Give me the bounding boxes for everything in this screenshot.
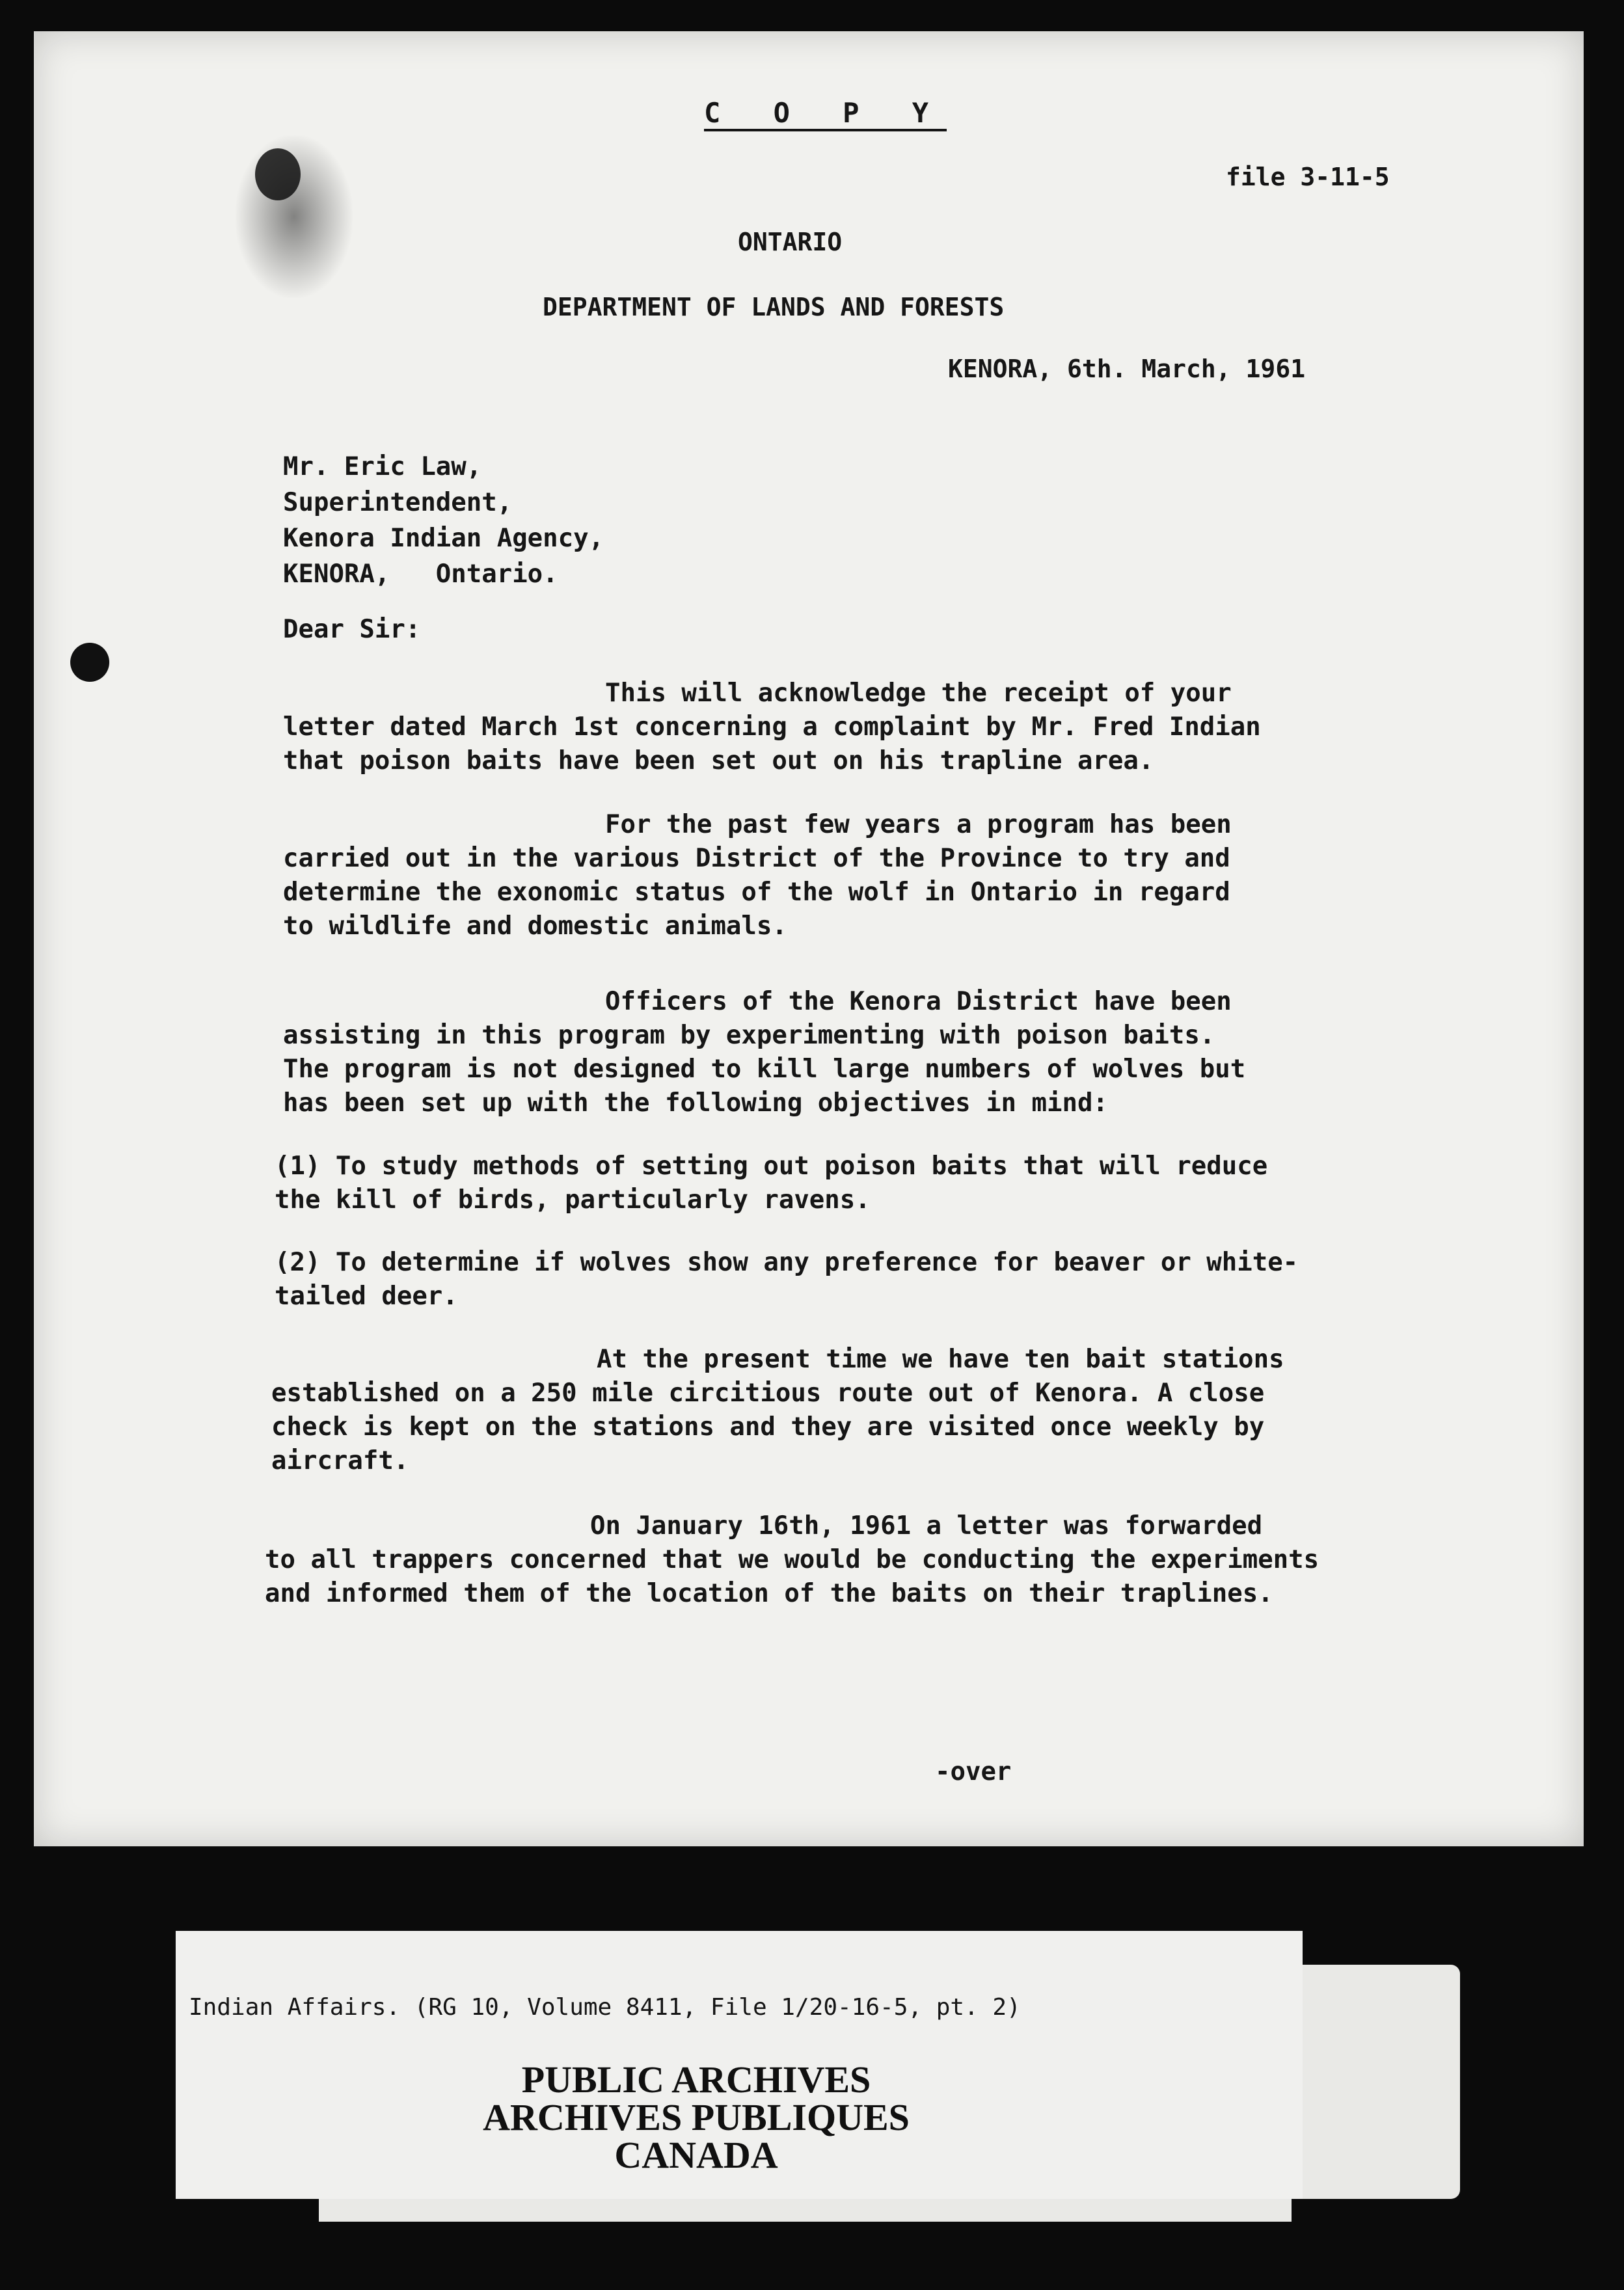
paragraph-line: The program is not designed to kill large numbers of wolves but bbox=[283, 1055, 1246, 1084]
paragraph-line: At the present time we have ten bait stations bbox=[597, 1345, 1284, 1374]
address-line: Superintendent, bbox=[283, 488, 513, 517]
paragraph-line: aircraft. bbox=[271, 1446, 409, 1475]
address-line: Mr. Eric Law, bbox=[283, 452, 482, 481]
archive-label-strip bbox=[319, 2199, 1292, 2222]
archive-label bbox=[161, 1931, 1303, 2199]
paragraph-line: Officers of the Kenora District have been bbox=[605, 987, 1232, 1016]
ink-blot bbox=[255, 148, 301, 200]
archive-reference: Indian Affairs. (RG 10, Volume 8411, File 1/20-16-5, pt. 2) bbox=[189, 1994, 1021, 2021]
salutation: Dear Sir: bbox=[283, 615, 421, 644]
paragraph-line: This will acknowledge the receipt of your bbox=[605, 679, 1232, 708]
archive-stamp-line: ARCHIVES PUBLIQUES bbox=[483, 2096, 910, 2138]
address-line: Kenora Indian Agency, bbox=[283, 524, 604, 553]
address-line: KENORA, Ontario. bbox=[283, 559, 558, 589]
continued-marker: -over bbox=[935, 1757, 1012, 1786]
header-department: DEPARTMENT OF LANDS AND FORESTS bbox=[543, 293, 1005, 321]
objective-line: (2) To determine if wolves show any preference for beaver or white- bbox=[275, 1248, 1299, 1277]
paragraph-line: check is kept on the stations and they are visited once weekly by bbox=[271, 1412, 1265, 1442]
file-reference: file 3-11-5 bbox=[1226, 163, 1390, 191]
objective-line: tailed deer. bbox=[275, 1282, 458, 1311]
paragraph-line: that poison baits have been set out on his trapline area. bbox=[283, 746, 1154, 775]
paragraph-line: established on a 250 mile circitious route out of Kenora. A close bbox=[271, 1379, 1265, 1408]
letter-sheet bbox=[34, 31, 1584, 1846]
objective-line: (1) To study methods of setting out poison baits that will reduce bbox=[275, 1152, 1268, 1181]
archive-stamp-line: CANADA bbox=[614, 2134, 778, 2176]
hole-punch-mark bbox=[70, 643, 109, 682]
paragraph-line: to wildlife and domestic animals. bbox=[283, 911, 787, 941]
paragraph-line: assisting in this program by experimenting with poison baits. bbox=[283, 1021, 1215, 1050]
paragraph-line: carried out in the various District of the Province to try and bbox=[283, 844, 1230, 873]
paragraph-line: letter dated March 1st concerning a complaint by Mr. Fred Indian bbox=[283, 712, 1261, 742]
header-province: ONTARIO bbox=[738, 228, 843, 256]
paragraph-line: to all trappers concerned that we would be conducting the experiments bbox=[265, 1545, 1320, 1574]
paragraph-line: has been set up with the following objectives in mind: bbox=[283, 1088, 1108, 1118]
archive-stamp-line: PUBLIC ARCHIVES bbox=[521, 2058, 871, 2101]
objective-line: the kill of birds, particularly ravens. bbox=[275, 1185, 871, 1215]
place-date: KENORA, 6th. March, 1961 bbox=[948, 355, 1306, 383]
paragraph-line: and informed them of the location of the baits on their traplines. bbox=[265, 1579, 1273, 1608]
copy-mark: C O P Y bbox=[704, 97, 947, 129]
paragraph-line: For the past few years a program has been bbox=[605, 810, 1232, 839]
paragraph-line: determine the exonomic status of the wolf in Ontario in regard bbox=[283, 878, 1230, 907]
paragraph-line: On January 16th, 1961 a letter was forwarded bbox=[590, 1511, 1263, 1541]
